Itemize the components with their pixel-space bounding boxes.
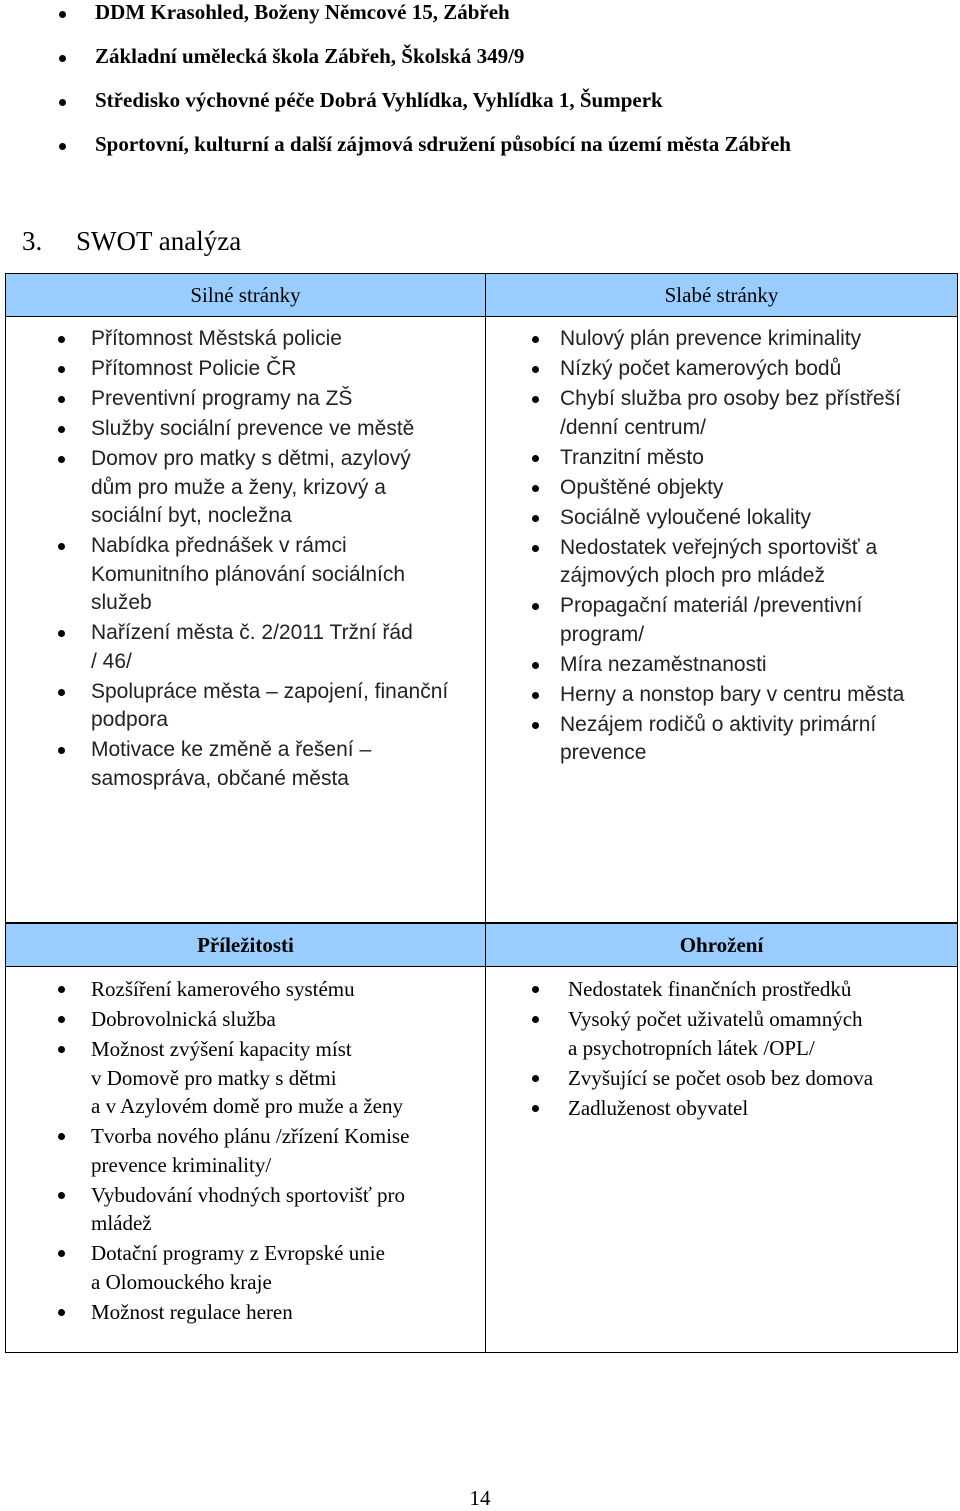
opportunities-list xyxy=(6,967,485,1326)
bullet-icon xyxy=(58,1016,65,1023)
bullet-icon xyxy=(59,55,66,62)
bullet-icon xyxy=(58,336,65,343)
strengths-item-line: podpora xyxy=(91,708,169,731)
threats-item-line: Vysoký počet uživatelů omamných xyxy=(568,1007,863,1031)
strengths-item xyxy=(6,619,485,676)
section-title: SWOT analýza xyxy=(76,226,242,256)
weaknesses-list xyxy=(486,317,957,768)
intro-list-item: Sportovní, kulturní a další zájmová sdružení působící na území města Zábřeh xyxy=(95,132,791,156)
opportunities-item-line: Tvorba nového plánu /zřízení Komise xyxy=(91,1124,410,1148)
weaknesses-item-line: Nízký počet kamerových bodů xyxy=(560,357,842,380)
strengths-item xyxy=(6,678,485,735)
weaknesses-item-line: /denní centrum/ xyxy=(560,415,706,439)
bullet-icon xyxy=(58,689,65,696)
threats-item xyxy=(486,1005,957,1062)
weaknesses-item-line: Chybí služba pro osoby bez přístřeší xyxy=(560,387,901,410)
opportunities-item xyxy=(6,1035,485,1121)
weaknesses-item xyxy=(486,504,957,533)
weaknesses-item-line: Opuštěné objekty xyxy=(560,475,724,499)
opportunities-header: Příležitosti xyxy=(6,924,486,967)
threats-item xyxy=(486,1064,957,1093)
strengths-item xyxy=(6,445,485,531)
bullet-icon xyxy=(58,986,65,993)
bullet-icon xyxy=(532,396,539,403)
strengths-item xyxy=(6,736,485,793)
bullet-icon xyxy=(58,1133,65,1140)
weaknesses-item-line: Sociálně vyloučené lokality xyxy=(560,505,811,529)
weaknesses-item xyxy=(486,444,957,473)
intro-list-item: Středisko výchovné péče Dobrá Vyhlídka, Vyhlídka 1, Šumperk xyxy=(95,88,663,112)
bullet-icon xyxy=(532,485,539,492)
bullet-icon xyxy=(58,456,65,463)
opportunities-item-line: v Domově pro matky s dětmi xyxy=(91,1065,337,1090)
threats-header: Ohrožení xyxy=(486,924,958,967)
threats-list xyxy=(486,967,957,1122)
bullet-icon xyxy=(532,515,539,522)
intro-list-item: Základní umělecká škola Zábřeh, Školská 349/9 xyxy=(95,44,525,68)
opportunities-item-line: a v Azylovém domě pro muže a ženy xyxy=(91,1094,403,1118)
bullet-icon xyxy=(532,1105,539,1112)
strengths-header: Silné stránky xyxy=(6,274,486,317)
bullet-icon xyxy=(58,1309,65,1316)
weaknesses-item xyxy=(486,681,957,710)
opportunities-item-line: mládež xyxy=(91,1211,152,1235)
bullet-icon xyxy=(58,1046,65,1053)
bullet-icon xyxy=(532,336,539,343)
strengths-item xyxy=(6,415,485,444)
weaknesses-item-line: Nulový plán prevence kriminality xyxy=(560,327,862,350)
weaknesses-item xyxy=(486,534,957,591)
weaknesses-item xyxy=(486,474,957,503)
opportunities-item-line: a Olomouckého kraje xyxy=(91,1269,272,1294)
weaknesses-item-line: prevence xyxy=(560,741,647,764)
opportunities-item xyxy=(6,1239,485,1296)
bullet-icon xyxy=(58,543,65,550)
opportunities-item-line: Dotační programy z Evropské unie xyxy=(91,1241,385,1265)
strengths-cell xyxy=(6,317,486,923)
opportunities-item-line: Možnost regulace heren xyxy=(91,1299,293,1324)
opportunities-item xyxy=(6,975,485,1004)
strengths-list xyxy=(6,317,485,793)
bullet-icon xyxy=(59,99,66,106)
opportunities-cell xyxy=(6,967,486,1353)
strengths-item-line: Komunitního plánování sociálních xyxy=(91,562,406,586)
weaknesses-cell xyxy=(486,317,958,923)
bullet-icon xyxy=(58,426,65,433)
swot-table-bottom xyxy=(5,923,958,1353)
strengths-item-line: samospráva, občané města xyxy=(91,766,349,790)
threats-item-line: Zvyšující se počet osob bez domova xyxy=(568,1065,874,1090)
strengths-item-line: Nabídka přednášek v rámci xyxy=(91,534,347,557)
weaknesses-item-line: Nedostatek veřejných sportovišť a xyxy=(560,535,878,559)
weaknesses-item-line: zájmových ploch pro mládež xyxy=(560,564,825,587)
bullet-icon xyxy=(532,722,539,729)
bullet-icon xyxy=(58,1250,65,1257)
bullet-icon xyxy=(532,603,539,610)
strengths-item xyxy=(6,325,485,354)
strengths-item-line: Přítomnost Městská policie xyxy=(91,327,342,350)
weaknesses-item xyxy=(486,325,957,354)
weaknesses-item-line: Nezájem rodičů o aktivity primární xyxy=(560,712,877,736)
weaknesses-header: Slabé stránky xyxy=(486,274,958,317)
strengths-item xyxy=(6,532,485,618)
opportunities-item xyxy=(6,1181,485,1238)
section-heading xyxy=(22,226,241,257)
strengths-item-line: sociální byt, nocležna xyxy=(91,504,292,527)
bullet-icon xyxy=(532,455,539,462)
weaknesses-item-line: Tranzitní město xyxy=(560,445,704,469)
opportunities-item-line: Dobrovolnická služba xyxy=(91,1007,276,1031)
strengths-item-line: / 46/ xyxy=(91,649,132,673)
bullet-icon xyxy=(532,545,539,552)
strengths-item-line: Domov pro matky s dětmi, azylový xyxy=(91,447,411,470)
bullet-icon xyxy=(532,662,539,669)
strengths-item xyxy=(6,385,485,414)
weaknesses-item-line: Propagační materiál /preventivní xyxy=(560,594,863,617)
weaknesses-item xyxy=(486,355,957,384)
threats-item-line: Nedostatek finančních prostředků xyxy=(568,977,852,1001)
intro-list-item: DDM Krasohled, Boženy Němcové 15, Zábřeh xyxy=(95,0,510,24)
strengths-item-line: Nařízení města č. 2/2011 Tržní řád xyxy=(91,621,413,644)
threats-item xyxy=(486,975,957,1004)
bullet-icon xyxy=(58,1192,65,1199)
threats-cell xyxy=(486,967,958,1353)
opportunities-item xyxy=(6,1005,485,1034)
bullet-icon xyxy=(532,692,539,699)
strengths-item xyxy=(6,355,485,384)
bullet-icon xyxy=(532,1075,539,1082)
weaknesses-item-line: program/ xyxy=(560,622,645,646)
bullet-icon xyxy=(58,747,65,754)
opportunities-item-line: prevence kriminality/ xyxy=(91,1152,272,1177)
strengths-item-line: služeb xyxy=(91,591,152,614)
weaknesses-item xyxy=(486,711,957,768)
bullet-icon xyxy=(59,11,66,18)
opportunities-item-line: Rozšíření kamerového systému xyxy=(91,977,355,1001)
strengths-item-line: Spolupráce města – zapojení, finanční xyxy=(91,679,449,703)
threats-item-line: Zadluženost obyvatel xyxy=(568,1095,749,1120)
bullet-icon xyxy=(532,1016,539,1023)
section-number: 3. xyxy=(22,226,43,256)
strengths-item-line: dům pro muže a ženy, krizový a xyxy=(91,475,386,499)
strengths-item-line: Motivace ke změně a řešení – xyxy=(91,738,372,761)
strengths-item-line: Služby sociální prevence ve městě xyxy=(91,417,415,440)
bullet-icon xyxy=(59,143,66,150)
bullet-icon xyxy=(532,366,539,373)
bullet-icon xyxy=(532,986,539,993)
threats-item xyxy=(486,1094,957,1123)
weaknesses-item-line: Míra nezaměstnanosti xyxy=(560,652,767,676)
weaknesses-item xyxy=(486,592,957,649)
strengths-item-line: Přítomnost Policie ČR xyxy=(91,357,297,380)
bullet-icon xyxy=(58,366,65,373)
opportunities-item-line: Vybudování vhodných sportovišť pro xyxy=(91,1182,406,1207)
opportunities-item xyxy=(6,1298,485,1327)
strengths-item-line: Preventivní programy na ZŠ xyxy=(91,387,353,410)
swot-table-top xyxy=(5,273,958,923)
bullet-icon xyxy=(58,630,65,637)
opportunities-item xyxy=(6,1122,485,1179)
threats-item-line: a psychotropních látek /OPL/ xyxy=(568,1035,815,1060)
page-number: 14 xyxy=(469,1486,491,1510)
opportunities-item-line: Možnost zvýšení kapacity míst xyxy=(91,1037,352,1061)
bullet-icon xyxy=(58,396,65,403)
weaknesses-item-line: Herny a nonstop bary v centru města xyxy=(560,682,905,706)
weaknesses-item xyxy=(486,385,957,442)
weaknesses-item xyxy=(486,651,957,680)
